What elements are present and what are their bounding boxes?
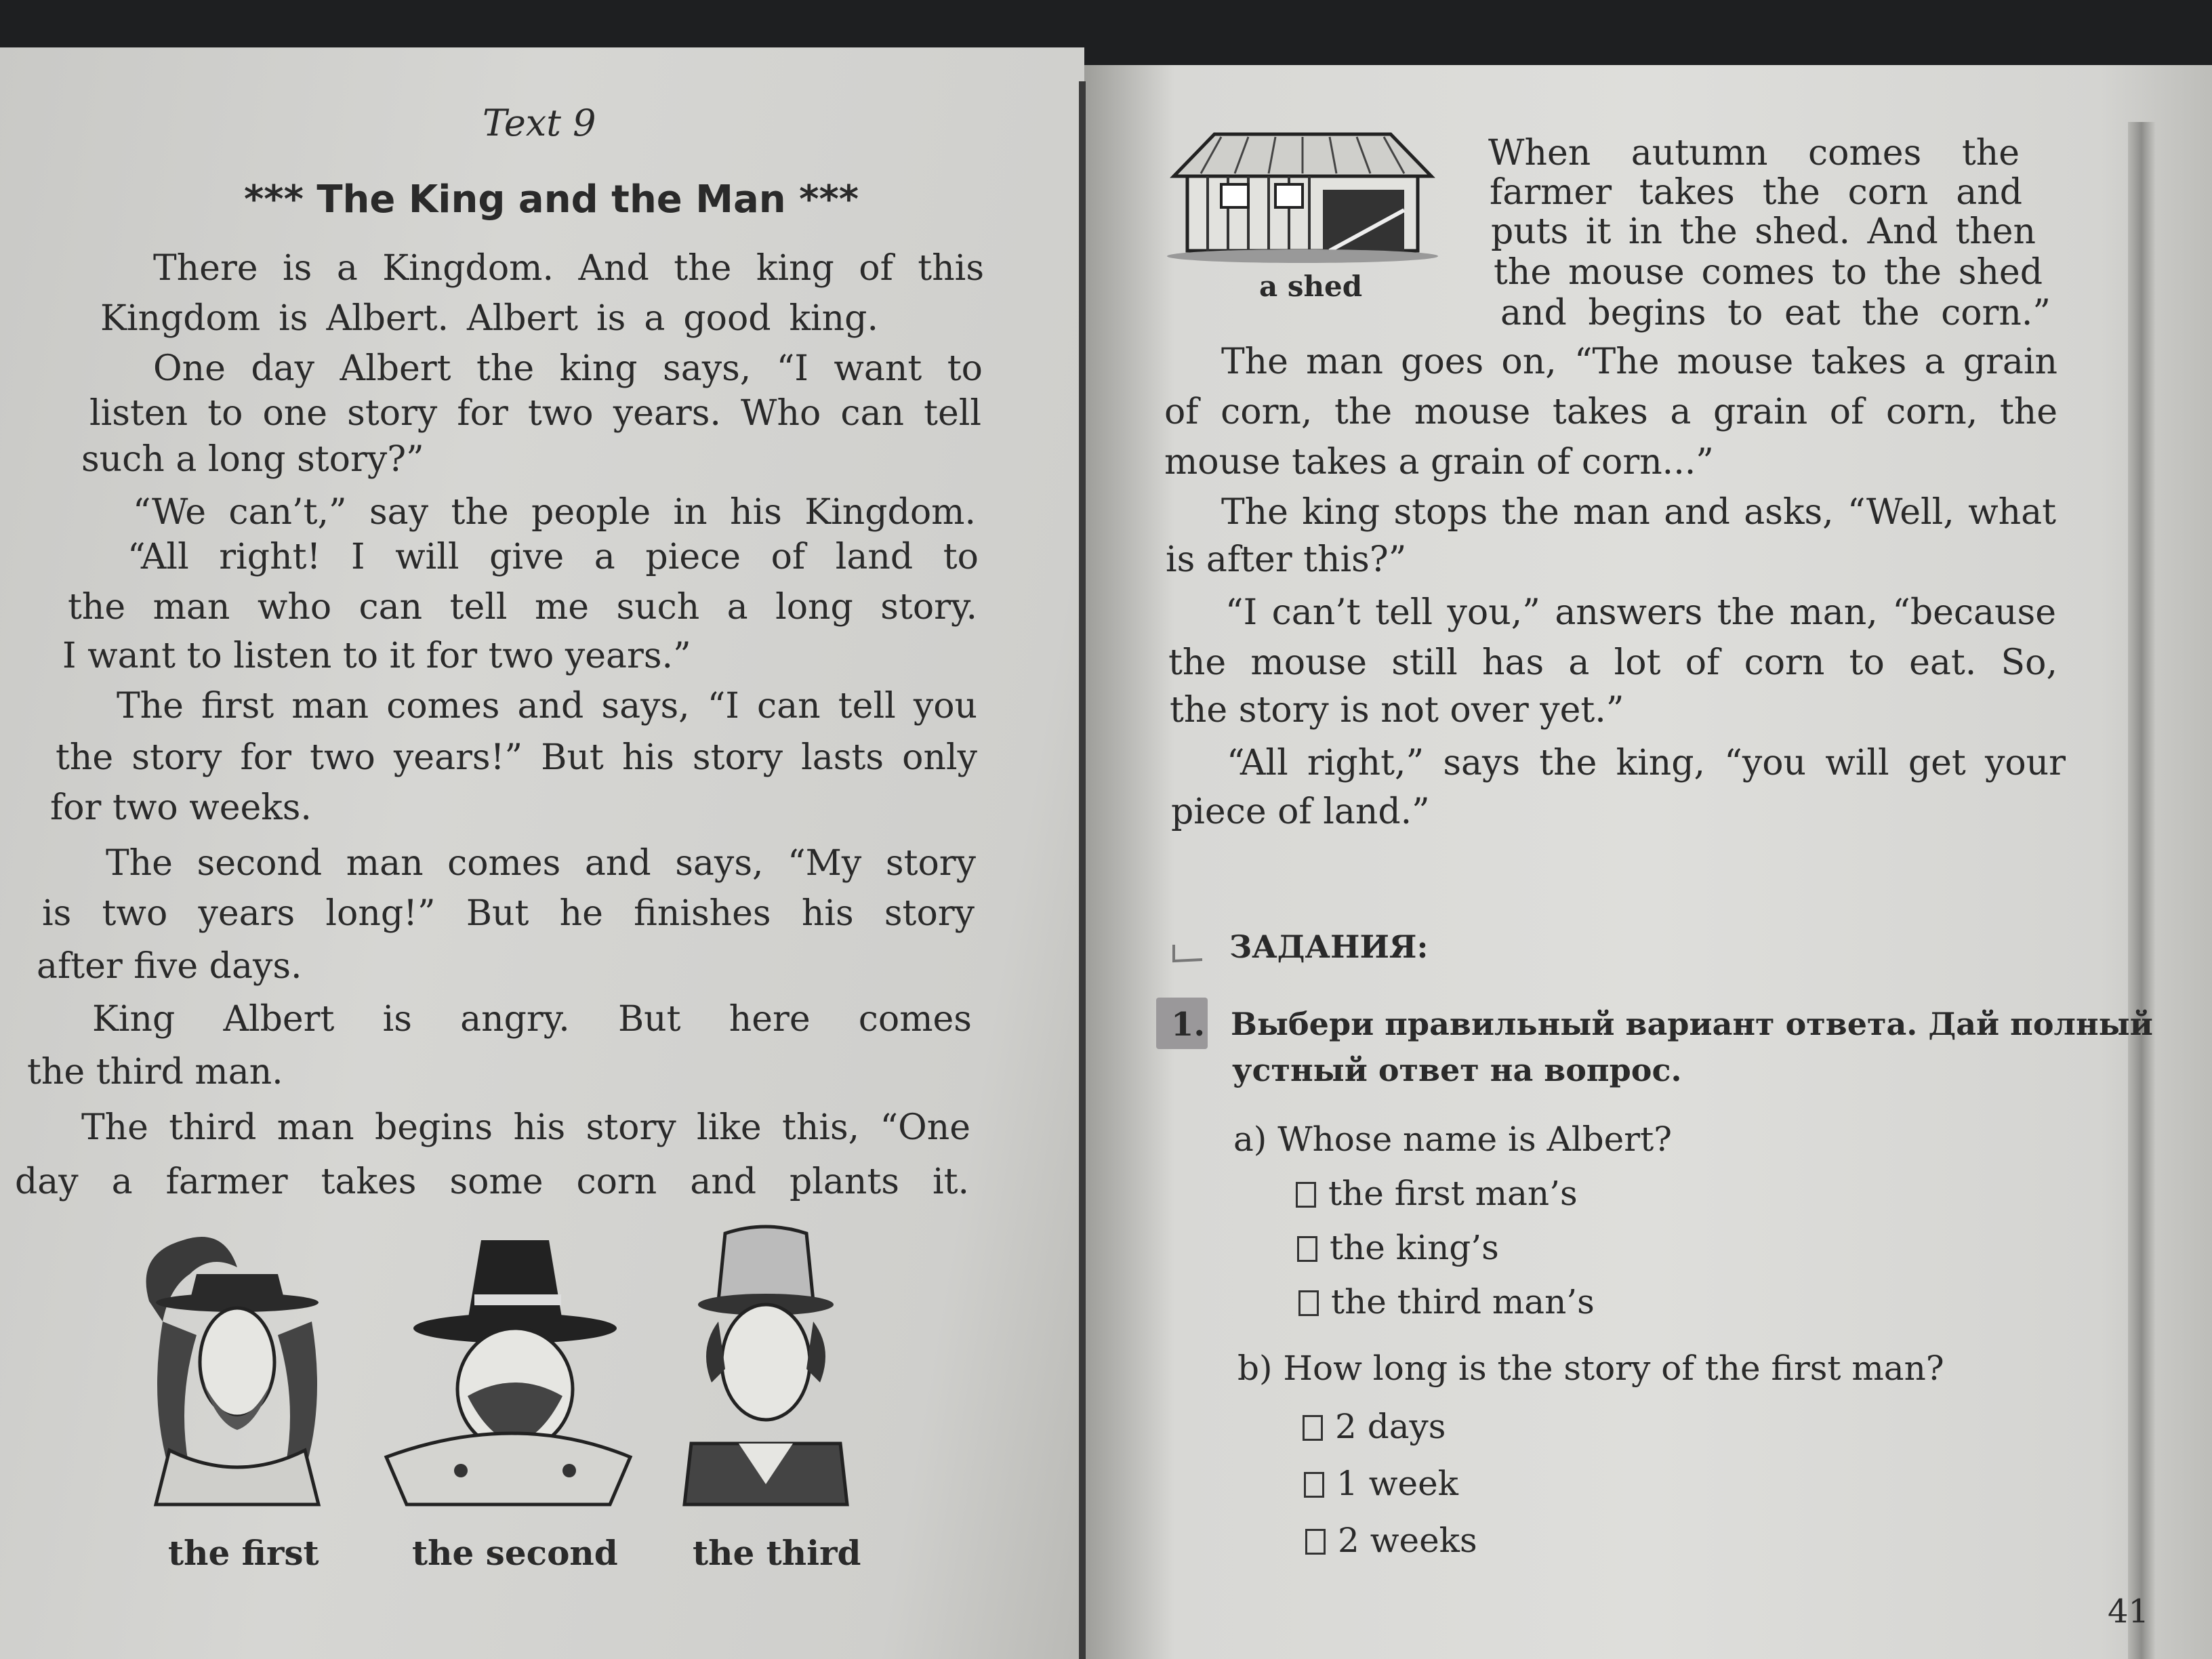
story-line: “All right! I will give a piece of land to — [127, 537, 979, 577]
caption-the-third: the third — [693, 1533, 861, 1573]
king-illustration — [122, 1227, 352, 1511]
story-line: I want to listen to it for two years.” — [62, 636, 691, 676]
second-man-illustration — [380, 1233, 637, 1511]
story-line: and begins to eat the corn.” — [1500, 293, 2051, 333]
story-line: the story is not over yet.” — [1170, 690, 1624, 731]
third-man-illustration — [664, 1220, 867, 1511]
question-a: a) Whose name is Albert? — [1233, 1120, 1672, 1159]
answer-option[interactable]: the first man’s — [1296, 1174, 1578, 1213]
shed-caption: a shed — [1259, 270, 1363, 303]
story-line: listen to one story for two years. Who can tell — [89, 393, 981, 434]
story-line: puts it in the shed. And then — [1491, 211, 2036, 252]
story-line: of corn, the mouse takes a grain of corn, the — [1164, 392, 2057, 432]
task-instruction-line1: Выбери правильный вариант ответа. Дай полный — [1231, 1006, 2153, 1042]
book-spine — [1079, 81, 1086, 1659]
story-line: When autumn comes the — [1488, 133, 2020, 173]
text-number-label: Text 9 — [483, 102, 596, 144]
answer-option[interactable]: 2 days — [1303, 1407, 1446, 1446]
story-title: *** The King and the Man *** — [244, 178, 859, 222]
story-line: the man who can tell me such a long story. — [68, 587, 977, 628]
story-line: “All right,” says the king, “you will get your — [1227, 743, 2066, 783]
story-line: Kingdom is Albert. Albert is a good king. — [100, 298, 878, 339]
page-number: 41 — [2108, 1593, 2150, 1631]
story-line: the third man. — [27, 1052, 283, 1092]
story-line: One day Albert the king says, “I want to — [153, 348, 983, 389]
checkbox[interactable] — [1297, 1236, 1317, 1262]
checkbox[interactable] — [1303, 1415, 1323, 1441]
story-line: the mouse comes to the shed — [1494, 252, 2043, 293]
answer-option[interactable]: the third man’s — [1298, 1282, 1595, 1322]
task-instruction-line2: устный ответ на вопрос. — [1232, 1052, 1682, 1088]
question-b: b) How long is the story of the first man? — [1237, 1349, 1944, 1388]
story-line: farmer takes the corn and — [1490, 172, 2022, 213]
tasks-heading: ЗАДАНИЯ: — [1229, 928, 1429, 965]
story-line: piece of land.” — [1171, 792, 1430, 832]
caption-the-second: the second — [412, 1533, 618, 1573]
page-edge-shadow — [2128, 122, 2155, 1659]
story-line: The second man comes and says, “My story — [106, 843, 976, 884]
pencil-mark-icon — [1168, 942, 1206, 966]
checkbox[interactable] — [1298, 1290, 1319, 1316]
checkbox[interactable] — [1305, 1529, 1326, 1555]
story-line: the story for two years!” But his story lasts only — [56, 737, 977, 778]
answer-option[interactable]: 2 weeks — [1305, 1521, 1477, 1560]
story-line: mouse takes a grain of corn...” — [1164, 442, 1714, 483]
task-number: 1. — [1171, 1006, 1206, 1044]
story-line: The king stops the man and asks, “Well, what — [1221, 492, 2056, 533]
checkbox[interactable] — [1296, 1182, 1316, 1208]
answer-option[interactable]: 1 week — [1304, 1464, 1458, 1503]
shed-illustration — [1160, 129, 1445, 264]
checkbox[interactable] — [1304, 1472, 1324, 1498]
story-line: The third man begins his story like this, “One — [81, 1107, 970, 1148]
answer-option[interactable]: the king’s — [1297, 1228, 1499, 1267]
story-line: The first man comes and says, “I can tell you — [117, 686, 977, 726]
story-line: King Albert is angry. But here comes — [92, 999, 972, 1040]
story-line: “I can’t tell you,” answers the man, “because — [1225, 592, 2056, 633]
story-line: There is a Kingdom. And the king of this — [153, 248, 984, 289]
story-line: for two weeks. — [50, 787, 312, 828]
story-line: such a long story?” — [81, 439, 424, 480]
story-line: day a farmer takes some corn and plants it. — [15, 1162, 969, 1202]
story-line: is two years long!” But he finishes his story — [42, 893, 975, 934]
story-line: after five days. — [37, 946, 302, 987]
story-line: The man goes on, “The mouse takes a grain — [1221, 342, 2057, 382]
caption-the-first: the first — [168, 1533, 319, 1573]
story-line: the mouse still has a lot of corn to eat. So, — [1168, 642, 2057, 683]
story-line: is after this?” — [1166, 539, 1407, 580]
story-line: “We can’t,” say the people in his Kingdom. — [133, 492, 976, 533]
